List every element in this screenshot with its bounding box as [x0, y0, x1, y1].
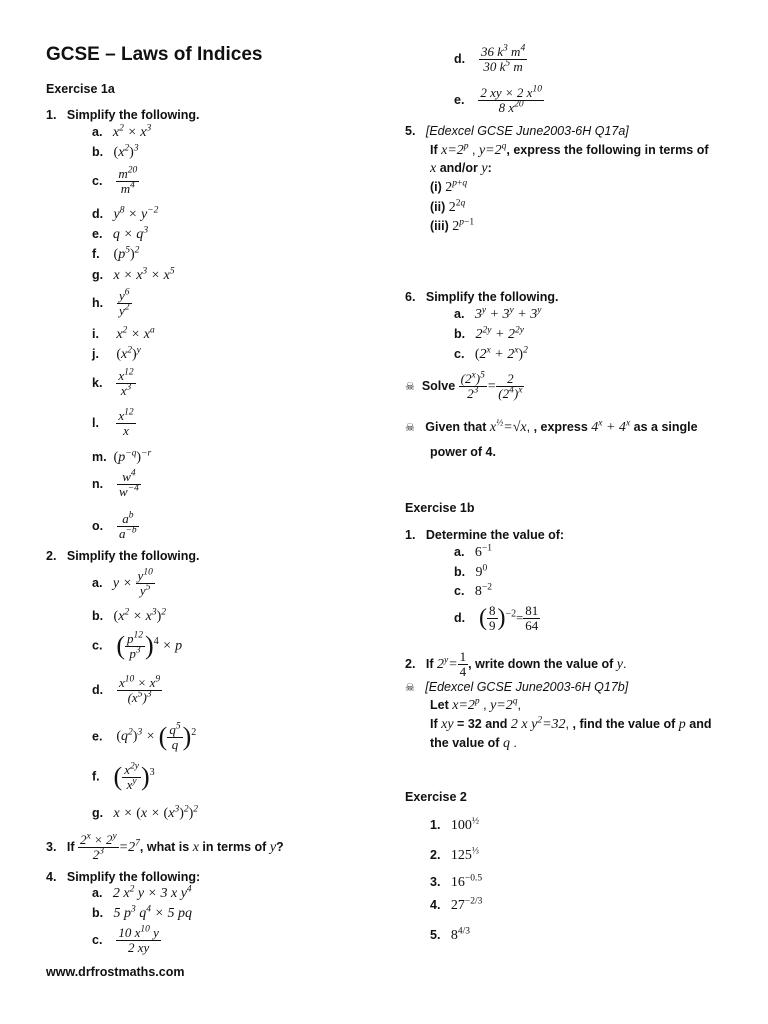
q1-item-n: n. $\frac{w^4}{w^{-4}}$: [92, 468, 139, 499]
ex2-item-1: 1. $100^{\frac{1}{2}}$: [430, 816, 479, 833]
question-5: 5. [Edexcel GCSE June2003-6H Q17a]: [405, 124, 629, 138]
q2-item-e: e. $(q^2)^3$ × ( $\frac{q^5}{q}$ )$^2$: [92, 721, 197, 752]
ex2-item-2: 2. $125^{\frac{1}{3}}$: [430, 846, 479, 863]
q1-item-f: f. $(p^5)^2$: [92, 245, 140, 262]
q4-item-d: d. $\frac{36 k^3 m^4}{30 k^5 m}$: [454, 43, 526, 74]
question-2: 2. Simplify the following.: [46, 549, 200, 563]
q1-item-m: m. $(p^{-q})^{-r}$: [92, 448, 152, 465]
exercise-1b-heading: Exercise 1b: [405, 501, 475, 515]
ex2-item-3: 3. $16^{-0.5}$: [430, 873, 483, 890]
exercise-2-heading: Exercise 2: [405, 790, 467, 804]
given-question-cont: power of 4.: [430, 445, 496, 459]
q6-item-c: c. $(2^x + 2^x)^2$: [454, 345, 528, 362]
q6-item-b: b. $2^{2y} + 2^{2y}$: [454, 325, 524, 342]
q4-item-e: e. $\frac{2 xy \times 2 x^{10}}{8 x^{20}}$: [454, 84, 542, 115]
q1-item-l: l. $\frac{x^{12}}{x}$: [92, 407, 134, 438]
ex1b-q3-let: Let $x=2^p$ , $y=2^q$,: [430, 696, 521, 713]
q4-item-b: b. 5 $p^3$ $q^4 \times 5$ pq: [92, 904, 192, 921]
q5-item-i: (i) $2^{p+q}$: [430, 178, 468, 195]
q2-item-f: f. ( $\frac{x^{2y}}{x^y}$ )$^3$: [92, 761, 155, 792]
q4-item-c: c. $\frac{10 x^{10} y}{2 xy}$: [92, 924, 159, 955]
q1-item-h: h. $\frac{y^6}{y^2}$: [92, 287, 130, 318]
ex1b-q3-last: the value of q .: [430, 736, 517, 751]
question-1: 1. Simplify the following.: [46, 108, 200, 122]
skull-icon: ☠: [405, 380, 415, 393]
q2-item-b: b. $(x^2 \times x^3)^2$: [92, 607, 167, 624]
ex1b-question-2: 2. If $2^y=$ $\frac{1}{4}$ , write down the value of y.: [405, 649, 627, 679]
q2-item-d: d. $\frac{x^{10} \times x^9}{(x^5)^3}$: [92, 674, 161, 705]
q2-item-g: g. $x \times (x \times (x^3)^2)^2$: [92, 804, 199, 821]
q5-item-ii: (ii) $2^{2q}$: [430, 198, 466, 215]
ex2-item-4: 4. $27^{-2/3}$: [430, 896, 483, 913]
q5-item-iii: (iii) $2^{p-1}$: [430, 217, 475, 234]
question-4: 4. Simplify the following:: [46, 870, 201, 884]
q2-item-c: c. ( $\frac{p^{12}}{p^3}$ )$^4$ × p: [92, 630, 183, 661]
ex1b-question-1: 1. Determine the value of:: [405, 528, 565, 542]
exercise-1a-heading: Exercise 1a: [46, 82, 115, 96]
q1-item-k: k. $\frac{x^{12}}{x^3}$: [92, 367, 134, 398]
solve-question: ☠ Solve $\frac{(2^x)^5}{2^3}$ = $\frac{2}{(2^4)^x}$: [405, 370, 523, 401]
q5-line-1: If $x=2^p$ , $y=2^q$, express the following in terms of: [430, 141, 709, 158]
ex2-item-5: 5. $8^{4/3}$: [430, 926, 470, 943]
q1-item-i: i. $x^2 \times x^a$: [92, 325, 155, 342]
question-3: 3. If $\frac{2^x \times 2^y}{2^3}$ $=2^7$, what is x in terms of y?: [46, 831, 284, 862]
q1-item-g: g. $x \times x^3 \times x^5$: [92, 266, 175, 283]
skull-icon: ☠: [405, 682, 415, 694]
q4-item-a: a. 2 $x^2$ y × 3 x $y^4$: [92, 884, 192, 901]
ex1b-q1-item-a: a. $6^{-1}$: [454, 543, 492, 560]
ex1b-q3-if: If xy = 32 and 2 x $y^2=32$, , find the value of p and: [430, 715, 712, 732]
q1-item-c: c. $\frac{m^{20}}{m^4}$: [92, 165, 138, 196]
ex1b-q1-item-c: c. $8^{-2}$: [454, 582, 492, 599]
q1-item-e: e. $q \times q^3$: [92, 225, 149, 242]
q2-item-a: a. y × $\frac{y^{10}}{y^5}$: [92, 567, 153, 598]
footer-url: www.drfrostmaths.com: [46, 965, 185, 979]
q1-item-a: a. $x^2 \times x^3$: [92, 123, 152, 140]
q6-item-a: a. $3^y + 3^y + 3^y$: [454, 305, 542, 322]
ex1b-q1-item-b: b. $9^0$: [454, 563, 488, 580]
q5-line-2: x and/or y:: [430, 161, 492, 176]
skull-icon: ☠: [405, 422, 415, 434]
page-title: GCSE – Laws of Indices: [46, 44, 263, 65]
given-question: ☠ Given that $x^{\frac{1}{2}}=√x$, , express $4^x + 4^x$ as a single: [405, 418, 698, 435]
ex1b-question-3: ☠ [Edexcel GCSE June2003-6H Q17b]: [405, 680, 629, 694]
q1-item-d: d. $y^8 \times y^{-2}$: [92, 205, 159, 222]
question-6: 6. Simplify the following.: [405, 290, 559, 304]
ex1b-q1-item-d: d. ( $\frac{8}{9}$ )$^{-2}$= $\frac{81}{64}$: [454, 603, 539, 633]
q1-item-o: o. $\frac{a^b}{a^{-b}}$: [92, 510, 137, 541]
q1-item-j: j. $(x^2)^y$: [92, 345, 141, 362]
q1-item-b: b. $(x^2)^3$: [92, 143, 139, 160]
